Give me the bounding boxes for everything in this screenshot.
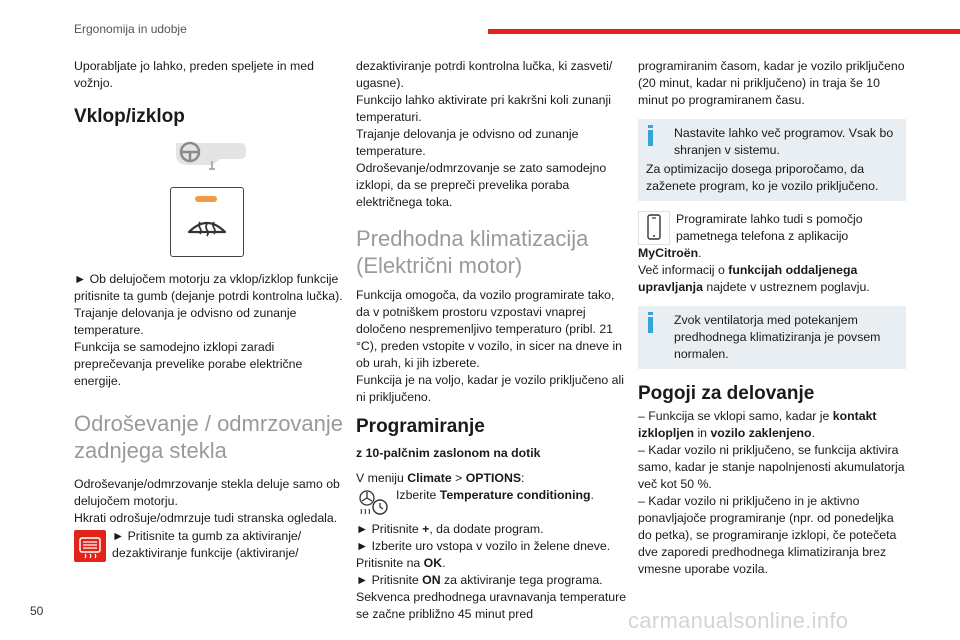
select-bold: Temperature conditioning bbox=[439, 488, 591, 502]
fan-select-row bbox=[356, 487, 628, 521]
menu-sep: > bbox=[451, 471, 466, 485]
rear-demist-button[interactable] bbox=[74, 530, 106, 562]
indicator-light bbox=[195, 196, 217, 202]
step-4 bbox=[356, 572, 628, 589]
cont-text: programiranim časom, kadar je vozilo priključeno (20 minut, kadar ni priključeno) in traja še 10 minut po programiranem času. bbox=[638, 59, 905, 107]
step1-post: , da dodate program. bbox=[429, 522, 544, 536]
menu-climate: Climate bbox=[407, 471, 452, 485]
smartphone-icon bbox=[638, 211, 670, 245]
step-3 bbox=[356, 555, 628, 572]
app-post: . bbox=[698, 246, 702, 260]
preclim-line-2: Funkcija je na voljo, kadar je vozilo priključeno ali ni priključeno. bbox=[356, 373, 624, 404]
cond1-b1: kontakt izklopljen bbox=[638, 409, 877, 440]
cont-line-2: Funkcijo lahko aktivirate pri kakršni koli zunanji temperaturi. bbox=[356, 93, 611, 124]
note1-extra: Za optimizacijo dosega priporočamo, da zaženete program, ko je vozilo priključeno. bbox=[646, 162, 879, 193]
cond1-b2: vozilo zaklenjeno bbox=[710, 426, 812, 440]
rear-demist-row bbox=[74, 528, 344, 562]
preclim-line-1: Funkcija omogoča, da vozilo programirate tako, da v potniškem prostoru vzpostavi vnaprej določeno nespremenljivo temperaturo (pribl. 21 °C), preden vstopite v vozilo, in sicer na dneve in ob urah, ki jih izberete. bbox=[356, 288, 623, 370]
cond1-pre: – Funkcija se vklopi samo, kadar je bbox=[638, 409, 833, 423]
section-title: Ergonomija in udobje bbox=[74, 22, 187, 36]
more-info bbox=[638, 262, 906, 296]
intro-text: Uporabljate jo lahko, preden speljete in med vožnjo. bbox=[74, 59, 314, 90]
condition-3: – Kadar vozilo ni priključeno in je aktivno ponavljajoče programiranje (npr. od ponedeljka do petka), se programiranje izklopi, če potečeta dve zaporedi predhodnega klimatiziranja brez vmesne uporabe vozila. bbox=[638, 494, 897, 576]
cont-line-4: Odroševanje/odmrzovanje se zato samodejno izklopi, da se prepreči prevelika poraba električnega toka. bbox=[356, 161, 607, 209]
more-bold: funkcijah oddaljenega upravljanja bbox=[638, 263, 858, 294]
heading-on-off: Vklop/izklop bbox=[74, 106, 185, 127]
page-number: 50 bbox=[30, 604, 44, 618]
menu-options: OPTIONS bbox=[465, 471, 522, 485]
onoff-line-2: Trajanje delovanja je odvisno od zunanje temperature. bbox=[74, 306, 297, 337]
windscreen-demist-icon bbox=[185, 212, 229, 242]
info-note-fan bbox=[638, 306, 906, 369]
step3-pre: Pritisnite na bbox=[356, 556, 424, 570]
step3-bold: OK bbox=[423, 556, 443, 570]
cond1-mid: in bbox=[694, 426, 711, 440]
step4-bold: ON bbox=[422, 573, 441, 587]
cond1-post: . bbox=[811, 426, 815, 440]
select-post: . bbox=[590, 488, 594, 502]
phone-text: Programirate lahko tudi s pomočjo pametnega telefona z aplikacijo bbox=[676, 212, 863, 243]
fan-clock-icon[interactable] bbox=[356, 487, 390, 519]
onoff-line-1: ► Ob delujočem motorju za vklop/izklop funkcije pritisnite ta gumb (dejanje potrdi kontrolna lučka). bbox=[74, 272, 343, 303]
rear-line-2: Hkrati odrošuje/odmrzuje tudi stranska ogledala. bbox=[74, 511, 338, 525]
info-icon bbox=[646, 125, 654, 147]
step1-pre: ► Pritisnite bbox=[356, 522, 423, 536]
select-pre: Izberite bbox=[396, 488, 440, 502]
info-icon bbox=[646, 312, 654, 334]
menu-post: : bbox=[521, 471, 525, 485]
cont-line-1: dezaktiviranje potrdi kontrolna lučka, ki zasveti/ ugasne). bbox=[356, 59, 613, 90]
app-name-line bbox=[638, 245, 906, 262]
column-1 bbox=[74, 58, 344, 562]
step3-post: . bbox=[442, 556, 446, 570]
menu-path bbox=[356, 470, 628, 487]
header-accent-bar bbox=[488, 29, 960, 34]
watermark: carmanualsonline.info bbox=[628, 608, 849, 633]
info-note-programs bbox=[638, 119, 906, 201]
menu-pre: V meniju bbox=[356, 471, 408, 485]
column-2 bbox=[356, 58, 628, 623]
rear-line-1: Odroševanje/odmrzovanje stekla deluje samo ob delujočem motorju. bbox=[74, 477, 340, 508]
step4-pre: ► Pritisnite bbox=[356, 573, 423, 587]
step-1 bbox=[356, 521, 628, 538]
app-name: MyCitroën bbox=[638, 246, 699, 260]
more-pre: Več informacij o bbox=[638, 263, 729, 277]
phone-row bbox=[638, 211, 906, 245]
subheading-touchscreen: z 10-palčnim zaslonom na dotik bbox=[356, 446, 541, 460]
more-post: najdete v ustreznem poglavju. bbox=[702, 280, 870, 294]
column-3 bbox=[638, 58, 906, 578]
onoff-line-3: Funkcija se samodejno izklopi zaradi preprečevanja prevelike porabe električne energije. bbox=[74, 340, 303, 388]
rear-window-demist-icon bbox=[74, 530, 106, 562]
heading-rear-window: Odroševanje / odmrzovanje zadnjega stekla bbox=[74, 411, 344, 463]
sequence-text: Sekvenca predhodnega uravnavanja temperature se začne približno 45 minut pred bbox=[356, 590, 627, 621]
condition-2: – Kadar vozilo ni priključeno, se funkcija aktivira samo, kadar je stanje napolnjenosti akumulatorja več kot 50 %. bbox=[638, 443, 905, 491]
step1-bold: + bbox=[422, 522, 430, 536]
heading-preclimatisation: Predhodna klimatizacija (Električni motor) bbox=[356, 226, 589, 278]
windscreen-demist-button[interactable] bbox=[170, 187, 244, 257]
steering-heated-illustration bbox=[74, 139, 344, 179]
cont-line-3: Trajanje delovanja je odvisno od zunanje temperature. bbox=[356, 127, 579, 158]
heading-conditions: Pogoji za delovanje bbox=[638, 383, 815, 404]
rear-action-text: ► Pritisnite ta gumb za aktiviranje/ dezaktiviranje funkcije (aktiviranje/ bbox=[112, 529, 302, 560]
steering-wheel-heated-icon bbox=[170, 139, 250, 175]
note1-text: Nastavite lahko več programov. Vsak bo shranjen v sistemu. bbox=[674, 126, 894, 157]
note2-text: Zvok ventilatorja med potekanjem predhodnega klimatiziranja je povsem normalen. bbox=[674, 313, 881, 361]
step-2: ► Izberite uro vstopa v vozilo in želene dneve. bbox=[356, 539, 611, 553]
step4-post: za aktiviranje tega programa. bbox=[440, 573, 603, 587]
condition-1 bbox=[638, 408, 906, 442]
heading-programming: Programiranje bbox=[356, 416, 485, 437]
select-conditioning bbox=[396, 487, 594, 504]
